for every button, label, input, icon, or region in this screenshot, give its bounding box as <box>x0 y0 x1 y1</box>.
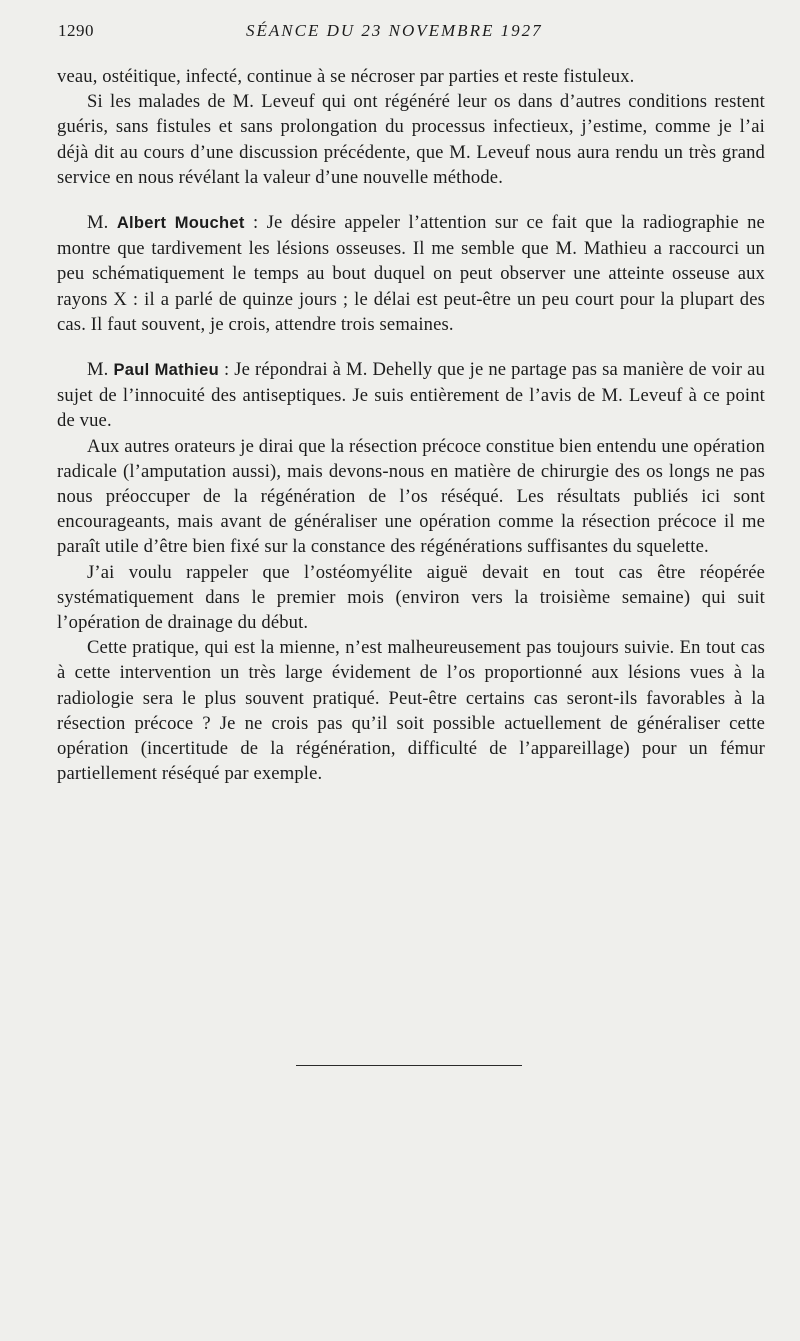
paragraph-text: : Je désire appeler l’attention sur ce fait que la radiographie ne montre que tardivement les lésions osseuses. Il me semble que M. Mathieu a raccourci un peu schématiquement le temps au bout duquel on peut observer une atteinte osseuse aux rayons X : il a parlé de quinze jours ; le délai est peut-être un peu court pour la plupart des cas. Il faut souvent, je crois, attendre trois semaines. <box>57 212 765 335</box>
paragraph-osteomyelitis <box>57 560 765 636</box>
paragraph-text: Si les malades de M. Leveuf qui ont régénéré leur os dans d’autres conditions restent guéris, sans fistules et sans prolongation du processus infectieux, j’estime, comme je l’ai déjà dit au cours d’une discussion précédente, que M. Leveuf nous aura rendu un très grand service en nous révélant la valeur d’une nouvelle méthode. <box>57 91 765 188</box>
running-title: SÉANCE DU 23 NOVEMBRE 1927 <box>246 21 543 40</box>
paragraph-text: veau, ostéitique, infecté, continue à se nécroser par parties et reste fistuleux. <box>57 66 635 87</box>
paragraph-text: : Je répondrai à M. Dehelly que je ne partage pas sa manière de voir au sujet de l’innocuité des antiseptiques. Je suis entièrement de l’avis de M. Leveuf à ce point de vue. <box>57 359 765 432</box>
section-end-rule <box>296 1065 522 1066</box>
running-head <box>58 21 780 45</box>
paragraph-resection <box>57 434 765 560</box>
paragraph-text: J’ai voulu rappeler que l’ostéomyélite aiguë devait en tout cas être réopérée systématiquement dans le premier mois (environ vers la troisième semaine) qui suit l’opération de drainage du début. <box>57 561 765 634</box>
body-text <box>57 64 765 786</box>
paragraph-continuation <box>57 64 765 89</box>
paragraph-text: Aux autres orateurs je dirai que la résection précoce constitue bien entendu une opération radicale (l’amputation aussi), mais devons-nous en matière de chirurgie des os longs ne pas nous préoccuper de la régénération de l’os réséqué. Les résultats publiés ici sont encourageants, mais avant de généraliser une opération comme la résection précoce il me paraît utile d’être bien fixé sur la constance des régénérations suffisantes du squelette. <box>57 435 765 558</box>
paragraph-practice <box>57 635 765 786</box>
speaker-prefix: M. <box>87 359 109 381</box>
paragraph-leveuf-method <box>57 89 765 190</box>
paragraph-text: Cette pratique, qui est la mienne, n’est malheureusement pas toujours suivie. En tout cas à cette intervention un très large évidement de l’os proportionné aux lésions vues à la radiologie sera le plus souvent pratiqué. Peut-être certains cas seront-ils favorables à la résection précoce ? Je ne crois pas qu’il soit possible actuellement de généraliser cette opération (incertitude de la régénération, difficulté de l’appareillage) pour un fémur partiellement réséqué par exemple. <box>57 637 765 785</box>
page-number: 1290 <box>58 21 94 40</box>
speaker-name: Paul Mathieu <box>113 361 220 380</box>
speaker-name: Albert Mouchet <box>116 214 245 233</box>
paragraph-mathieu-reply <box>57 357 765 434</box>
speaker-prefix: M. <box>87 212 109 234</box>
paragraph-mouchet-remark <box>57 210 765 337</box>
